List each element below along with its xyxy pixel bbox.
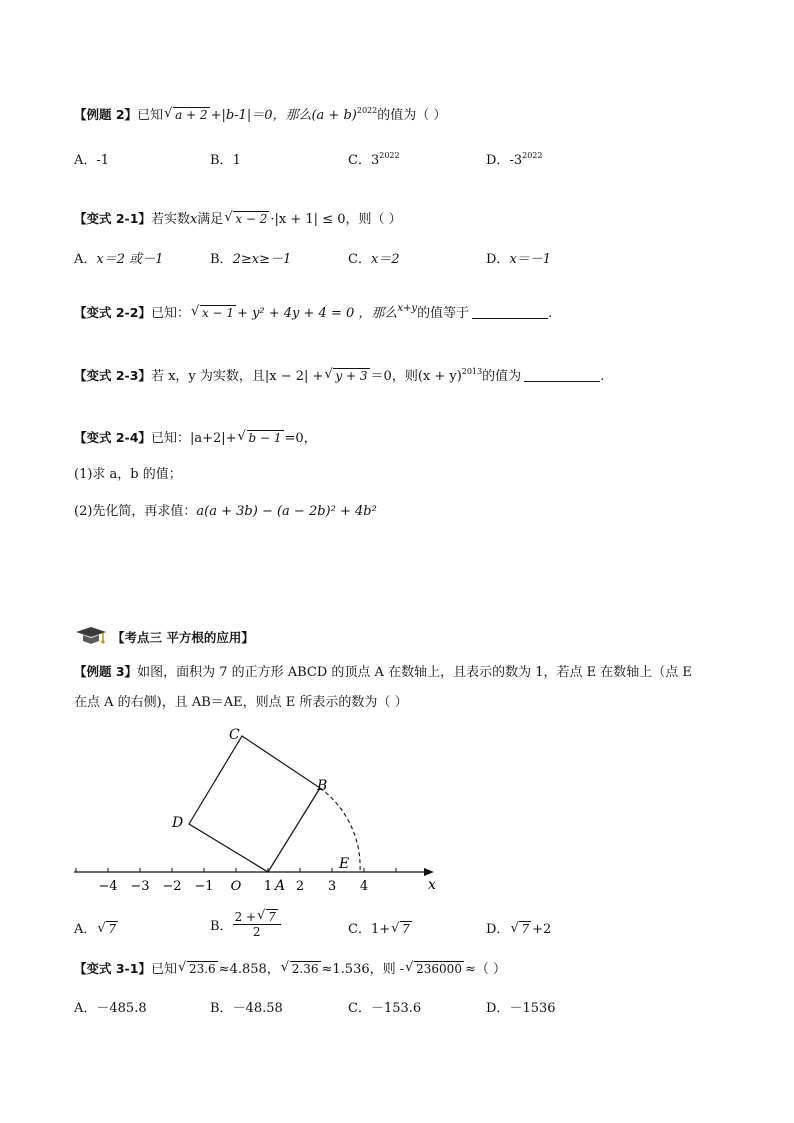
tick-label: 2 (295, 879, 305, 894)
question-text: 如图，面积为 7 的正方形 ABCD 的顶点 A 在数轴上，且表示的数为 1，若点 E 在数轴上（点 E (137, 665, 692, 680)
exponent: 2013 (461, 367, 483, 376)
variant-tag: 【变式 2-1】 (74, 211, 151, 226)
question-text: ≈4.858， (218, 962, 280, 977)
question-text: (2)先化简，再求值： (74, 504, 197, 519)
option-c[interactable]: C．$3^{2022}$ (348, 151, 400, 168)
option-c[interactable]: C．－153.6 (348, 1001, 422, 1016)
question-text: 的值为 (482, 369, 522, 384)
sqrt-expression: √ a + 2 (164, 106, 208, 122)
section-heading (74, 626, 254, 652)
option-d[interactable]: D．x＝－1 (486, 252, 552, 267)
sqrt-expression: √ 236000 (405, 960, 462, 976)
variant-3-1-question (74, 960, 506, 979)
sqrt-expression: √ 2.36 (280, 960, 319, 976)
sqrt-expression: √ b − 1 (237, 429, 282, 445)
option-c[interactable]: C．x＝2 (348, 252, 400, 267)
tick-label: 3 (327, 879, 337, 894)
graduation-cap-icon (74, 626, 108, 652)
label-a: A (275, 878, 286, 894)
question-text: =0， (284, 431, 317, 446)
tick-label: −1 (194, 879, 214, 894)
sqrt-expression: √ y + 3 (324, 367, 368, 383)
option-d[interactable]: D．－1536 (486, 1001, 556, 1016)
question-text: 满足 (197, 212, 224, 227)
tick-labels (98, 879, 368, 894)
question-text: +|b-1|＝0，那么(a + b) (210, 108, 357, 123)
label-e: E (339, 856, 350, 872)
question-text: 已知 (150, 962, 177, 977)
sqrt-expression: √ x − 2 (224, 210, 268, 226)
question-text: 若 x，y 为实数，且|x − 2| + (150, 369, 324, 384)
variable: x (189, 212, 198, 227)
tick-label: −3 (130, 879, 150, 894)
variant-tag: 【变式 2-4】 (74, 430, 151, 445)
period: . (600, 369, 605, 384)
period: . (548, 306, 553, 321)
variant-tag: 【变式 3-1】 (74, 961, 151, 976)
expression: a(a + 3b) − (a − 2b)² + 4b² (196, 504, 377, 519)
option-b[interactable]: B．－48.58 (210, 1001, 283, 1016)
number-line-figure (60, 720, 460, 900)
question-text: 已知 (137, 108, 164, 123)
option-a[interactable]: A．-1 (74, 153, 110, 168)
tick-label: −2 (162, 879, 182, 894)
tick-label: O (230, 879, 242, 894)
exponent: x+y (397, 303, 418, 314)
exponent: 2022 (356, 106, 378, 115)
label-x: x (428, 877, 436, 893)
tick-label: 4 (359, 879, 369, 894)
sub-question-2 (74, 503, 377, 521)
option-d[interactable]: D．$-3^{2022}$ (486, 151, 543, 168)
example-2-question (74, 106, 446, 125)
question-text: 若实数 (150, 212, 190, 227)
variant-tag: 【变式 2-3】 (74, 368, 151, 383)
question-text: 的值为（ ） (377, 108, 447, 123)
answer-blank[interactable] (524, 381, 600, 382)
square-abcd (189, 736, 320, 872)
example-tag: 【例题 3】 (74, 664, 138, 679)
variant-tag: 【变式 2-2】 (74, 305, 151, 320)
question-text: ≈（ ） (464, 962, 506, 977)
section-title: 【考点三 平方根的应用】 (112, 630, 254, 645)
option-b[interactable]: B． 2 + √ 7 2 (210, 910, 281, 939)
question-text: 的值等于 (417, 306, 470, 321)
example-3-question-cont: 在点 A 的右侧)，且 AB＝AE，则点 E 所表示的数为（ ） (74, 695, 408, 710)
label-c: C (229, 727, 240, 743)
axis-arrow (424, 868, 434, 876)
label-d: D (172, 815, 184, 831)
sub-question-1: (1)求 a，b 的值； (74, 467, 182, 482)
option-a[interactable]: A． √ 7 (74, 921, 117, 937)
question-text: ＝0，则(x + y) (370, 369, 462, 384)
variant-2-3-question (74, 367, 604, 386)
answer-blank[interactable] (472, 318, 548, 319)
example-3-question (74, 663, 692, 682)
tick-label: 1 (263, 879, 273, 894)
option-b[interactable]: B．1 (210, 153, 241, 168)
variant-2-4-question (74, 429, 317, 448)
question-text: ·|x + 1| ≤ 0，则（ ） (270, 212, 402, 227)
example-tag: 【例题 2】 (74, 107, 138, 122)
option-b[interactable]: B．2≥x≥－1 (210, 252, 292, 267)
sqrt-expression: √ x − 1 (190, 304, 235, 320)
option-a[interactable]: A．－485.8 (74, 1001, 147, 1016)
sqrt-expression: √ 23.6 (177, 960, 216, 976)
variant-2-2-question (74, 304, 552, 323)
question-text: ≈1.536，则 - (321, 962, 405, 977)
equation: + y² + 4y + 4 = 0 ，那么 (237, 306, 398, 321)
question-text: 已知：|a+2|+ (150, 431, 237, 446)
variant-2-1-question (74, 210, 402, 229)
option-a[interactable]: A．x＝2 或－1 (74, 252, 164, 267)
question-text: 已知： (150, 306, 190, 321)
tick-label: −4 (98, 879, 118, 894)
option-d[interactable]: D． √ 7 +2 (486, 921, 552, 937)
option-c[interactable]: C．1+ √ 7 (348, 921, 410, 937)
label-b: B (317, 778, 328, 794)
